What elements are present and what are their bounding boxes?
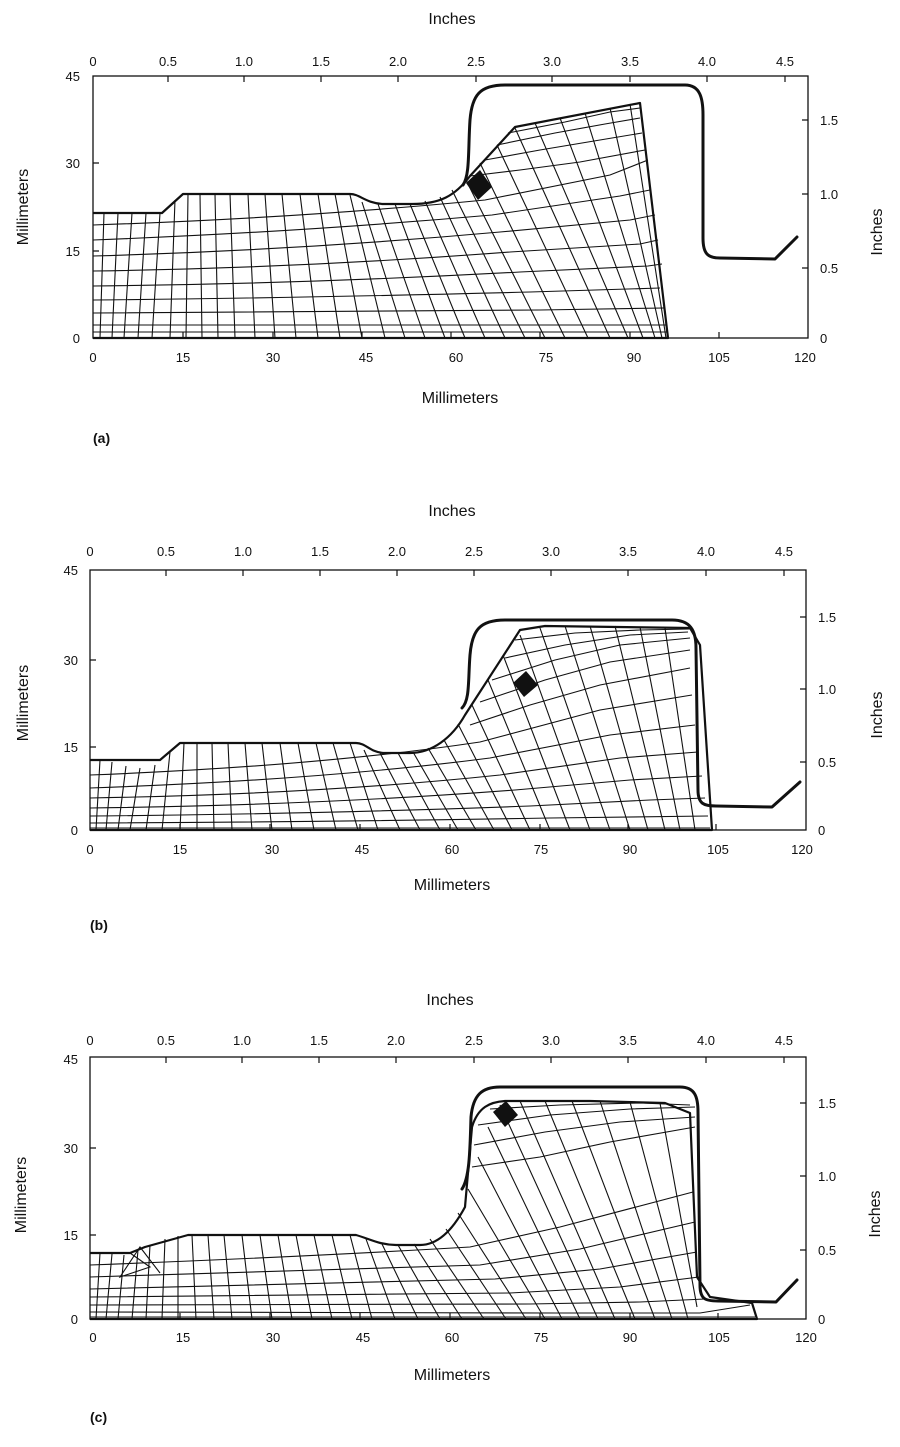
right-tick-label: 1.0 xyxy=(820,187,839,202)
right-axis-title: Inches xyxy=(869,208,886,256)
deformation-mesh xyxy=(93,104,668,338)
top-tick-label: 2.5 xyxy=(464,1033,484,1048)
top-axis-title: Inches xyxy=(426,992,474,1009)
top-tick-label: 3.5 xyxy=(620,54,640,69)
bottom-axis-title: Millimeters xyxy=(413,877,491,894)
panel-label: (c) xyxy=(90,1409,108,1425)
bottom-tick-label: 75 xyxy=(533,1330,549,1345)
top-tick-label: 0 xyxy=(86,1033,94,1048)
top-tick-label: 0.5 xyxy=(156,1033,176,1048)
left-mm-tick-labels xyxy=(66,69,80,346)
top-tick-label: 4.5 xyxy=(774,544,794,559)
bottom-tick-label: 90 xyxy=(622,842,638,857)
bottom-tick-label: 15 xyxy=(175,1330,191,1345)
bottom-tick-label: 120 xyxy=(791,842,813,857)
top-inch-tick-labels xyxy=(86,544,793,559)
top-tick-label: 2.0 xyxy=(386,1033,406,1048)
bottom-tick-label: 105 xyxy=(708,350,730,365)
left-tick-label: 15 xyxy=(63,740,78,755)
top-tick-label: 2.0 xyxy=(388,54,408,69)
panel-c-figure xyxy=(0,977,900,1447)
tracked-element xyxy=(493,1101,518,1127)
bottom-tick-label: 90 xyxy=(626,350,642,365)
bottom-tick-label: 0 xyxy=(86,842,94,857)
bottom-tick-label: 45 xyxy=(355,1330,371,1345)
right-tick-label: 0 xyxy=(820,331,828,346)
die-contour xyxy=(463,85,797,259)
top-tick-label: 1.0 xyxy=(232,1033,252,1048)
left-mm-tick-labels xyxy=(64,1052,78,1327)
right-axis-title: Inches xyxy=(869,691,886,739)
left-tick-label: 0 xyxy=(72,331,80,346)
top-tick-label: 3.5 xyxy=(618,544,638,559)
bottom-tick-label: 75 xyxy=(533,842,549,857)
top-tick-label: 0.5 xyxy=(158,54,178,69)
bottom-tick-label: 30 xyxy=(265,1330,281,1345)
top-tick-label: 2.5 xyxy=(464,544,484,559)
right-tick-label: 0 xyxy=(818,823,826,838)
bottom-mm-tick-labels xyxy=(89,350,815,365)
left-axis-title: Millimeters xyxy=(15,664,32,742)
panel-c xyxy=(0,977,900,1447)
top-tick-label: 3.0 xyxy=(542,54,562,69)
top-tick-label: 0 xyxy=(86,544,94,559)
top-axis-title: Inches xyxy=(428,11,476,28)
left-axis-title: Millimeters xyxy=(13,1156,30,1234)
left-tick-label: 45 xyxy=(63,1052,78,1067)
right-axis-title: Inches xyxy=(867,1190,884,1238)
panel-a-figure xyxy=(0,0,900,470)
bottom-tick-label: 120 xyxy=(794,350,816,365)
bottom-tick-label: 105 xyxy=(707,842,729,857)
bottom-tick-label: 90 xyxy=(622,1330,638,1345)
bottom-tick-label: 30 xyxy=(265,350,281,365)
right-tick-label: 1.0 xyxy=(818,1169,837,1184)
top-tick-label: 4.0 xyxy=(696,1033,716,1048)
top-tick-label: 1.0 xyxy=(233,544,253,559)
top-tick-label: 3.5 xyxy=(618,1033,638,1048)
bottom-tick-label: 120 xyxy=(795,1330,817,1345)
top-tick-label: 3.0 xyxy=(541,1033,561,1048)
deformation-mesh xyxy=(90,1101,755,1319)
left-axis-title: Millimeters xyxy=(15,168,32,246)
workpiece-outline xyxy=(93,103,668,338)
left-tick-label: 15 xyxy=(65,244,80,259)
bottom-tick-label: 60 xyxy=(448,350,464,365)
bottom-tick-label: 60 xyxy=(444,842,460,857)
panel-a xyxy=(0,0,900,470)
left-tick-label: 45 xyxy=(65,69,80,84)
top-tick-label: 0.5 xyxy=(156,544,176,559)
bottom-mm-tick-labels xyxy=(89,1330,816,1345)
bottom-tick-label: 75 xyxy=(538,350,554,365)
bottom-tick-label: 45 xyxy=(354,842,370,857)
bottom-tick-label: 0 xyxy=(89,350,97,365)
bottom-tick-label: 15 xyxy=(172,842,188,857)
deformation-mesh xyxy=(90,626,710,830)
top-tick-label: 2.5 xyxy=(466,54,486,69)
bottom-axis-title: Millimeters xyxy=(413,1367,491,1384)
top-tick-label: 1.5 xyxy=(309,1033,329,1048)
top-tick-label: 1.5 xyxy=(311,54,331,69)
die-contour xyxy=(462,620,800,807)
right-tick-label: 1.5 xyxy=(818,610,837,625)
bottom-tick-label: 60 xyxy=(444,1330,460,1345)
panel-b xyxy=(0,490,900,960)
top-inch-tick-labels xyxy=(89,54,794,69)
left-tick-label: 30 xyxy=(63,1141,78,1156)
right-inch-tick-labels xyxy=(818,610,836,838)
right-tick-label: 1.5 xyxy=(818,1096,837,1111)
right-tick-label: 0.5 xyxy=(820,261,839,276)
right-tick-label: 0 xyxy=(818,1312,826,1327)
top-tick-label: 4.0 xyxy=(696,544,716,559)
left-tick-label: 30 xyxy=(65,156,80,171)
left-tick-label: 45 xyxy=(63,563,78,578)
bottom-tick-label: 0 xyxy=(89,1330,97,1345)
bottom-axis-title: Millimeters xyxy=(421,390,499,407)
bottom-tick-label: 30 xyxy=(264,842,280,857)
top-tick-label: 1.5 xyxy=(310,544,330,559)
top-tick-label: 1.0 xyxy=(234,54,254,69)
panel-label: (b) xyxy=(90,917,108,933)
top-tick-label: 2.0 xyxy=(387,544,407,559)
right-inch-tick-labels xyxy=(820,113,838,346)
left-tick-label: 0 xyxy=(70,823,78,838)
right-tick-label: 1.0 xyxy=(818,682,837,697)
top-tick-label: 4.5 xyxy=(774,1033,794,1048)
top-tick-label: 3.0 xyxy=(541,544,561,559)
left-tick-label: 0 xyxy=(70,1312,78,1327)
panel-label: (a) xyxy=(93,430,111,446)
top-inch-tick-labels xyxy=(86,1033,793,1048)
left-tick-label: 30 xyxy=(63,653,78,668)
bottom-tick-label: 105 xyxy=(708,1330,730,1345)
left-tick-label: 15 xyxy=(63,1228,78,1243)
top-tick-label: 0 xyxy=(89,54,97,69)
right-tick-label: 1.5 xyxy=(820,113,839,128)
bottom-tick-label: 45 xyxy=(358,350,374,365)
left-mm-tick-labels xyxy=(64,563,78,838)
top-tick-label: 4.0 xyxy=(697,54,717,69)
top-tick-label: 4.5 xyxy=(775,54,795,69)
right-tick-label: 0.5 xyxy=(818,1243,837,1258)
bottom-mm-tick-labels xyxy=(86,842,812,857)
panel-b-figure xyxy=(0,490,900,960)
bottom-tick-label: 15 xyxy=(175,350,191,365)
right-tick-label: 0.5 xyxy=(818,755,837,770)
right-inch-tick-labels xyxy=(818,1096,836,1327)
top-axis-title: Inches xyxy=(428,503,476,520)
